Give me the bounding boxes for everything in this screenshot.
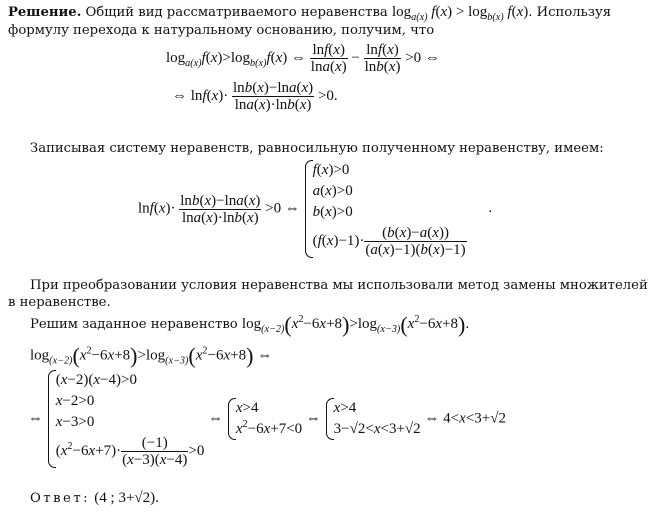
formula-combined: ⇔ lnf(x)· $\frac{\ln b(x)-\ln a(x)}{\ln a(x)\cdot\ln b(x)}$ >0. (172, 80, 338, 113)
method-line-2: в неравенстве. (8, 295, 111, 310)
solve-text: Решим заданное неравенство (30, 317, 238, 332)
system-brace-4: x>4 3−√2<x<3+√2 (325, 398, 421, 440)
solution-line-2: формулу перехода к натуральному основанию, получим, что (8, 23, 435, 38)
solution-label: Решение. (8, 5, 82, 20)
answer-value: (4 ; 3+√2). (94, 490, 159, 506)
method-line-1: При преобразовании условия неравенства мы использовали метод замены множителей (30, 278, 648, 293)
system-paragraph: Записывая систему неравенств, равносильную полученному неравенству, имеем: (30, 141, 604, 156)
formula-system-1: lnf(x)· $\frac{\ln b(x)-\ln a(x)}{\ln a(x)\cdot\ln b(x)}$ >0 ⇔ f(x)>0 a(x)>0 b(x)>0 (f(x)−1)· $\frac{(b(x)-a(x))}{(a(x)-1)(b(x)-1)}$ . (138, 162, 493, 258)
solve-line: Решим заданное неравенство $\log_{(x-2)}(x^2-6x+8)>\log_{(x-3)}(x^2-6x+8)$. (30, 312, 470, 338)
solution-intro: Общий вид рассматриваемого неравенства (85, 5, 388, 20)
solution-line-1 (8, 4, 611, 21)
answer-label: Ответ: (30, 491, 91, 506)
answer-line (30, 490, 159, 507)
solution-intro-tail: . Используя (528, 5, 612, 20)
system-brace-3: x>4 $x^2-6x+7<0$ (227, 398, 302, 440)
general-inequality: $\log_{a(x)} f(x) > \log_{b(x)} f(x)$ (391, 4, 529, 23)
formula-change-of-base: $\log_{a(x)}f(x)>\log_{b(x)}f(x)$ ⇔ $\frac{\ln f(x)}{\ln a(x)}$ − $\frac{\ln f(x)}{\ln b(x)}$ >0 ⇔ (166, 42, 440, 75)
formula-task: $\log_{(x-2)}(x^2-6x+8)>\log_{(x-3)}(x^2-6x+8)$ ⇔ (30, 343, 273, 368)
system-brace-2: (x−2)(x−4)>0 x−2>0 x−3>0 $(x^2-6x+7)\cdot$ $\frac{(-1)}{(x-3)(x-4)}$ >0 (47, 370, 205, 468)
system-brace-1: f(x)>0 a(x)>0 b(x)>0 (f(x)−1)· $\frac{(b(x)-a(x))}{(a(x)-1)(b(x)-1)}$ (304, 160, 467, 258)
formula-final-system: ⇔ (x−2)(x−4)>0 x−2>0 x−3>0 $(x^2-6x+7)\cdot$ $\frac{(-1)}{(x-3)(x-4)}$ >0 ⇔ x>4 $x^2-6x+7<0$ ⇔ x>4 3−√2<x<3+√2 ⇔ 4<x<3+√2 (28, 372, 506, 468)
